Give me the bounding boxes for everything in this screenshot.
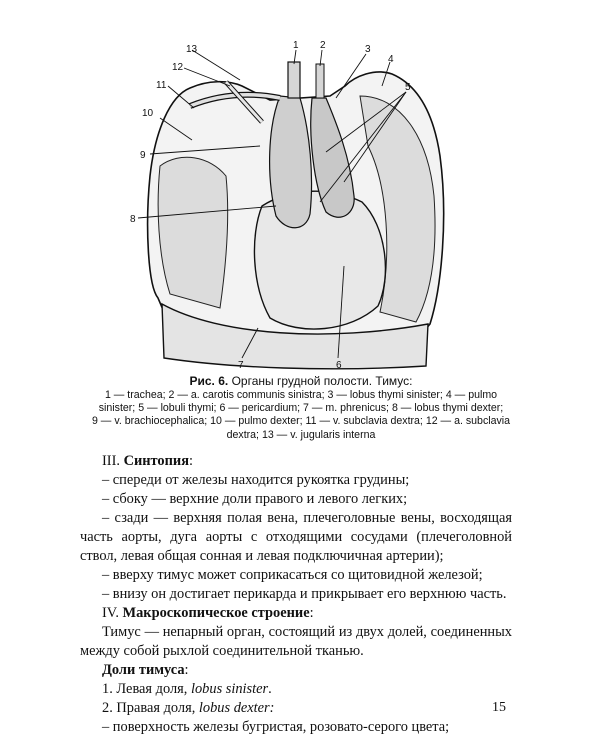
- section-title: Макроскопическое строение: [122, 605, 310, 621]
- fig-label-11: 11: [156, 80, 167, 91]
- section-heading-syntopy: [80, 452, 512, 471]
- lobe-latin: lobus sinister: [190, 681, 269, 697]
- section-number: III.: [102, 453, 124, 469]
- caption-title-bold: Рис. 6.: [189, 374, 229, 388]
- fig-label-3: 3: [365, 44, 371, 55]
- lobe-text: 2. Правая доля,: [102, 700, 199, 716]
- lobe-latin: lobus dexter:: [198, 700, 275, 716]
- paragraph: Тимус — непарный орган, состоящий из двух долей, соединенных между собой рыхлой соединительной тканью.: [80, 624, 512, 659]
- lobe-punct: .: [268, 681, 272, 697]
- list-item: – сбоку — верхние доли правого и левого легких;: [102, 491, 408, 507]
- subheading-lobes: [80, 661, 512, 680]
- caption-line: dextra; 13 — v. jugularis interna: [226, 428, 376, 441]
- fig-label-12: 12: [172, 62, 184, 73]
- fig-label-6: 6: [336, 360, 342, 371]
- section-colon: :: [189, 453, 193, 469]
- figure-caption: [76, 373, 526, 442]
- trachea: [288, 62, 300, 98]
- fig-label-10: 10: [142, 108, 154, 119]
- section-title: Синтопия: [123, 453, 189, 469]
- right-lung: [158, 157, 227, 308]
- pericardium: [254, 191, 385, 329]
- list-item: – внизу он достигает перикарда и прикрывает его верхнюю часть.: [102, 586, 507, 602]
- caption-line: sinister; 5 — lobuli thymi; 6 — pericardium; 7 — m. phrenicus; 8 — lobus thymi dexter;: [98, 402, 504, 415]
- lobe-item-left: [80, 680, 512, 699]
- caption-line: 1 — trachea; 2 — a. carotis communis sinistra; 3 — lobus thymi sinister; 4 — pulmo: [104, 389, 498, 401]
- fig-label-9: 9: [140, 150, 146, 161]
- fig-label-7: 7: [238, 360, 244, 371]
- fig-label-2: 2: [320, 40, 326, 51]
- section-heading-macro: [80, 604, 512, 623]
- lobe-item-right: [80, 699, 512, 718]
- list-item: – вверху тимус может соприкасаться со щитовидной железой;: [102, 567, 483, 583]
- carotid-artery: [316, 64, 324, 98]
- lobe-text: 1. Левая доля,: [102, 681, 191, 697]
- caption-title: [76, 373, 526, 389]
- section-number: IV.: [102, 605, 123, 621]
- list-item: – сзади — верхняя полая вена, плечеголовные вены, восходящая часть аорты, дуга аорты с отходящими сосудами (плечеголовной ствол, левая общая сонная и левая подключичная артерии);: [80, 510, 512, 564]
- fig-label-5: 5: [405, 82, 411, 93]
- list-item: – спереди от железы находится рукоятка грудины;: [102, 472, 410, 488]
- fig-label-1: 1: [293, 40, 299, 51]
- fig-label-4: 4: [388, 54, 394, 65]
- page-number: 15: [492, 700, 506, 715]
- thoracic-organs-illustration: [130, 36, 460, 372]
- section-colon: :: [309, 605, 314, 621]
- figure-thoracic-organs: [130, 36, 460, 372]
- caption-line: 9 — v. brachiocephalica; 10 — pulmo dexter; 11 — v. subclavia dextra; 12 — a. subclavia: [91, 415, 511, 428]
- fig-label-13: 13: [186, 44, 198, 55]
- caption-title-text: Органы грудной полости. Тимус:: [228, 374, 413, 388]
- body-text: [80, 452, 512, 737]
- subheading-title: Доли тимуса: [102, 662, 185, 678]
- subheading-colon: :: [184, 662, 189, 678]
- list-item: – поверхность железы бугристая, розовато-серого цвета;: [102, 719, 450, 735]
- fig-label-8: 8: [130, 214, 136, 225]
